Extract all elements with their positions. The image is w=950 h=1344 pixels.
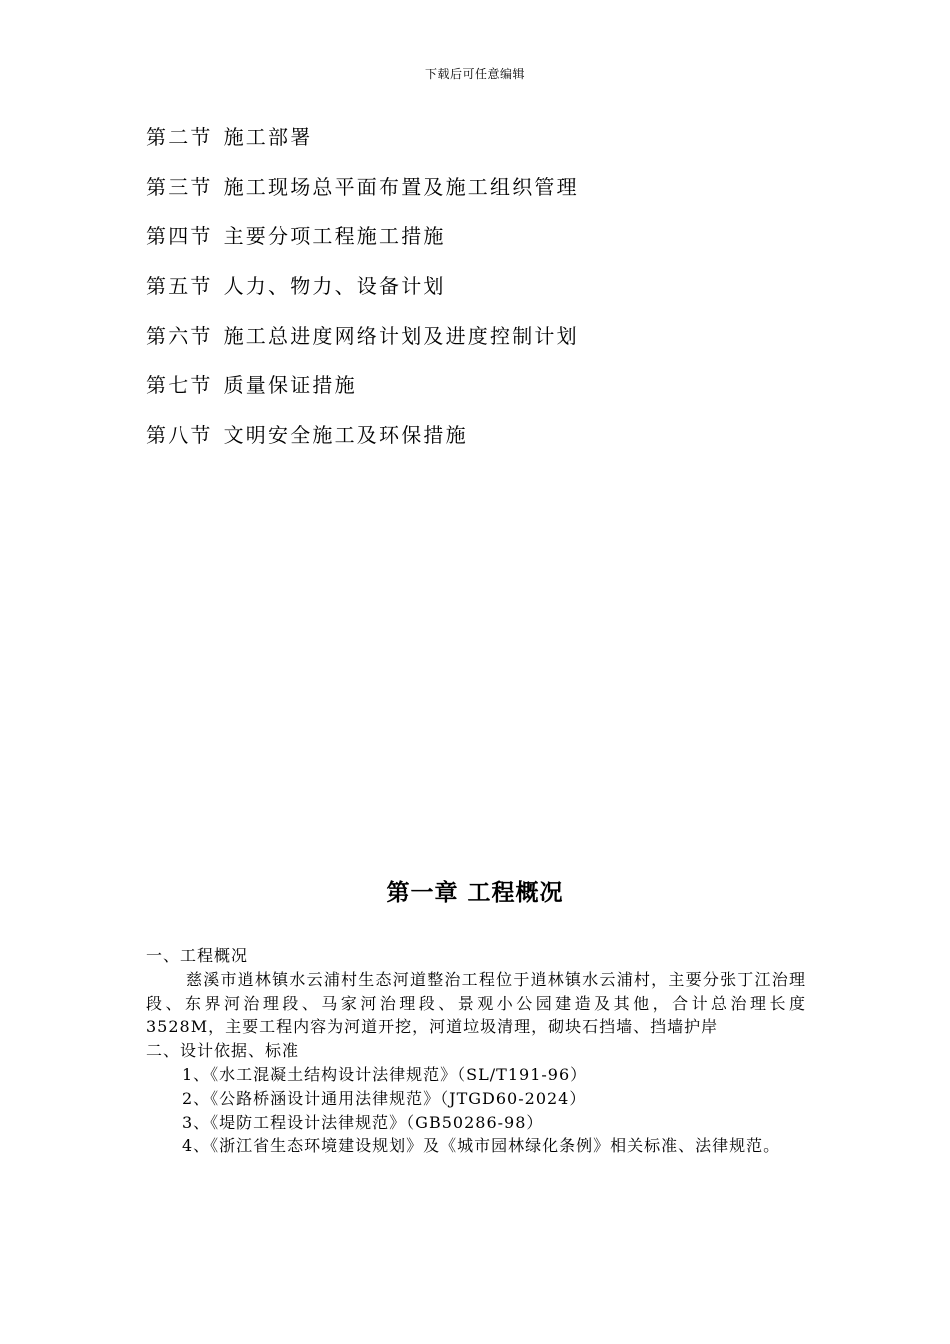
toc-item [146,221,579,271]
overview-paragraph: 慈溪市逍林镇水云浦村生态河道整治工程位于逍林镇水云浦村，主要分张丁江治理段、东界河治理段、马家河治理段、景观小公园建造及其他，合计总治理长度 3528M，主要工程内容为河道开挖，河道垃圾清理，砌块石挡墙、挡墙护岸 [146,969,806,1037]
toc-item-title: 质量保证措施 [223,373,357,398]
design-reference-item: 2、《公路桥涵设计通用法律规范》（JTGD60-2024） [182,1088,587,1108]
toc-item-number: 第四节 [146,224,213,249]
toc-item-title: 施工部署 [223,125,313,149]
toc-item-number: 第五节 [146,274,213,299]
toc-item-title: 施工现场总平面布置及施工组织管理 [223,174,579,199]
toc-item [146,420,579,470]
toc-item [146,172,579,222]
toc-item-number: 第六节 [146,323,213,348]
design-reference-item: 4、《浙江省生态环境建设规划》及《城市园林绿化条例》相关标准、法律规范。 [182,1136,781,1156]
design-reference-item: 3、《堤防工程设计法律规范》（GB50286-98） [182,1112,544,1132]
toc-item [146,321,579,371]
toc-item-title: 主要分项工程施工措施 [223,224,446,249]
toc-item-title: 施工总进度网络计划及进度控制计划 [223,323,579,348]
toc-item-number: 第二节 [146,125,213,149]
section-heading-overview: 一、工程概况 [146,946,249,965]
chapter-title: 第一章 工程概况 [386,880,564,906]
toc-item-number: 第三节 [146,174,213,199]
toc-item-title: 文明安全施工及环保措施 [223,423,468,448]
section-heading-design-basis: 二、设计依据、标准 [146,1041,300,1061]
design-reference-item: 1、《水工混凝土结构设计法律规范》（SL/T191-96） [182,1064,588,1084]
table-of-contents [146,122,579,470]
toc-item [146,370,579,420]
chapter-body [146,944,806,1158]
download-watermark: 下载后可任意编辑 [424,67,525,81]
toc-item-number: 第七节 [146,373,213,398]
toc-item-number: 第八节 [146,423,213,448]
toc-item [146,271,579,321]
toc-item [146,122,579,172]
toc-item-title: 人力、物力、设备计划 [223,274,446,299]
